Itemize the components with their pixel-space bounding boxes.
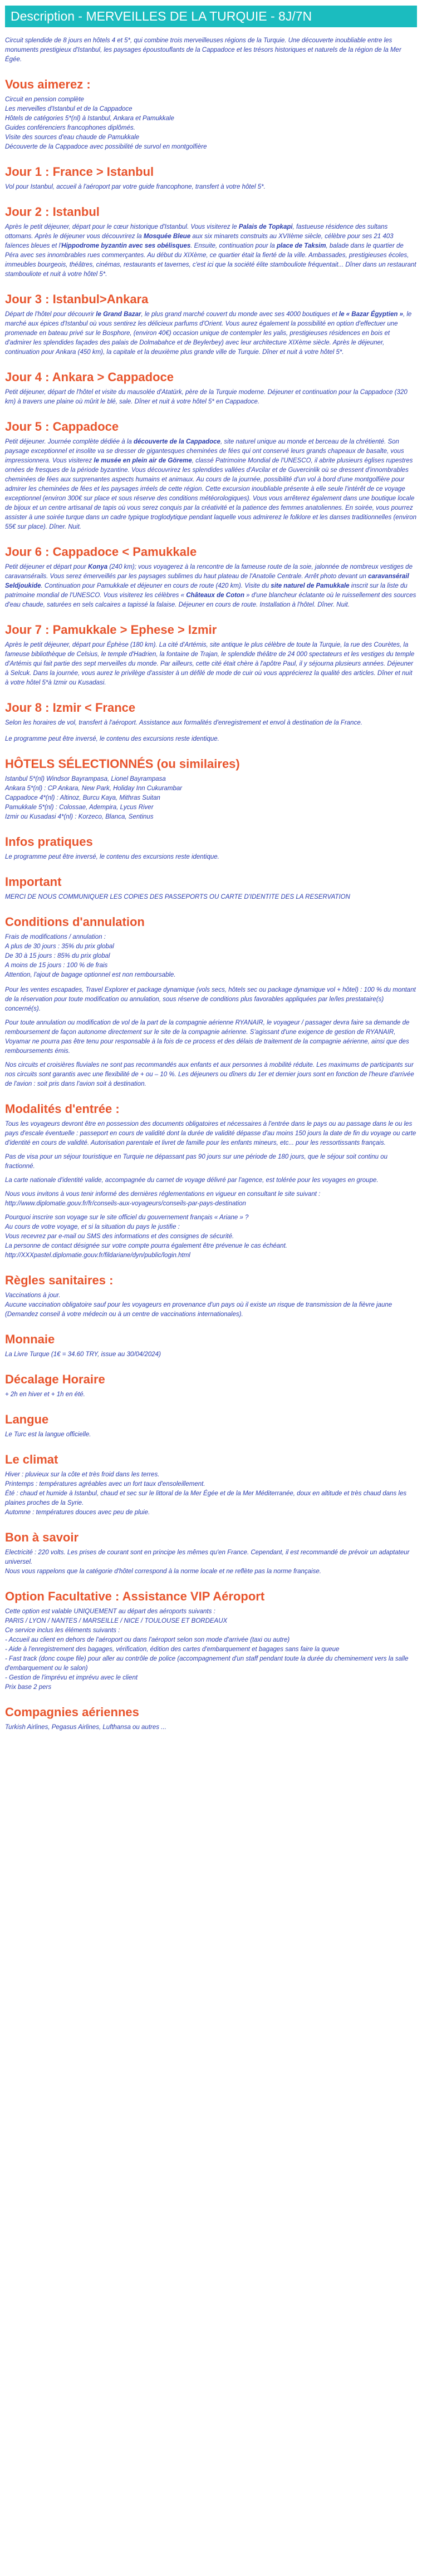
section-heading: Modalités d'entrée :	[5, 1102, 120, 1116]
text-part: . Continuation pour Pamukkale et déjeuner en cours de route (420 km). Visite du	[41, 583, 271, 589]
list-item: De 30 à 15 jours : 85% du prix global	[5, 953, 110, 959]
section-text: Turkish Airlines, Pegasus Airlines, Lufthansa ou autres ...	[5, 1724, 166, 1731]
list-item: Cette option est valable UNIQUEMENT au départ des aéroports suivants :	[5, 1608, 215, 1615]
text-part: , le marché aux épices d'Istanbul où vous sentirez les délicieux parfums d'Orient. Vous aurez également la possibilité en option d'effectuer une promenade en bateau privé sur le Bosphore, (environ 40€) occasion unique de contempler les yalis, prestigieuses résidences en bois et d'admirer les splendides façades des palais de Dolmabahce et de Beylerbey) avec leur architecture XIXème siècle. Après le déjeuner, continuation pour Ankara (450 km), la capitale et la deuxième plus grande ville de Turquie. Dîner et nuit à votre hôtel 5*.	[5, 311, 412, 356]
section-jour8	[5, 700, 417, 744]
list-item: Été : chaud et humide à Istanbul, chaud et sec sur le littoral de la Mer Égée et de la Mer Méditerranée, doux en altitude et très chaud dans les plaines proches de la Syrie.	[5, 1490, 407, 1506]
text-part: aux six minarets construits au XVIIème siècle, célèbre pour ses 21 403 faïences bleues et l'	[5, 233, 394, 249]
text-part: , le plus grand marché couvert du monde avec ses 4000 boutiques et	[141, 311, 339, 318]
day-text: Petit déjeuner, départ de l'hôtel et visite du mausolée d'Atatürk, père de la Turquie moderne. Déjeuner et continuation pour la Cappadoce (320 km) à travers une plaine où mûrit le blé, sale. Dîner et nuit à votre hôtel 5* en Cappadoce.	[5, 389, 408, 405]
list-item: Attention, l'ajout de bagage optionnel est non remboursable.	[5, 972, 176, 978]
section-heading: Conditions d'annulation	[5, 915, 145, 929]
section-text: Pour les ventes escapades, Travel Explorer et package dynamique (vols secs, hôtels sec ou package dynamique vol + hôtel) : 100 % du montant de la réservation pour toute modification ou annulation, sous réserve de conditions plus favorables appliquées par le/les prestataire(s) concerné(s).	[5, 987, 416, 1012]
day-text	[5, 437, 417, 532]
text-part: , balade dans le quartier de Péra avec ses innombrables rues commerçantes. Au début du XIXème, ce quartier était la fierté de la ville. Ambassades, prestigieuses écoles, immeubles bourgeois, théâtres, cinémas, restaurants et tavernes, c'est ici que la société élite stambouliote fréquentait... Dîner dans un restaurant stambouliote et nuit à votre hôtel 5*.	[5, 243, 416, 278]
section-savoir	[5, 1530, 417, 1577]
list-item: Vaccinations à jour.	[5, 1292, 61, 1299]
spacer	[5, 980, 417, 986]
section-heading: Important	[5, 875, 62, 889]
highlight-text: découverte de la Cappadoce	[134, 439, 220, 445]
section-text: Le Turc est la langue officielle.	[5, 1431, 91, 1438]
day-heading: Jour 1 : France > Istanbul	[5, 165, 154, 179]
list-item: http://XXXpastel.diplomatie.gouv.fr/fildariane/dyn/public/login.html	[5, 1252, 190, 1259]
section-sanitaires	[5, 1273, 417, 1319]
section-jour5	[5, 419, 417, 532]
section-jour2	[5, 204, 417, 279]
day-text	[5, 310, 417, 357]
highlight-text: le musée en plein air de Göreme	[94, 457, 192, 464]
list-item: Frais de modifications / annulation :	[5, 934, 106, 940]
section-text: MERCI DE NOUS COMMUNIQUER LES COPIES DES PASSEPORTS OU CARTE D'IDENTITE DES LA RESERVATION	[5, 894, 350, 900]
highlight-text: Mosquée Bleue	[143, 233, 191, 240]
section-vous-aimerez	[5, 77, 417, 152]
section-climat	[5, 1452, 417, 1518]
day-heading: Jour 2 : Istanbul	[5, 205, 100, 219]
section-vip	[5, 1589, 417, 1692]
list-item: Aucune vaccination obligatoire sauf pour les voyageurs en provenance d'un pays où il existe un risque de transmission de la fièvre jaune (Demandez conseil à votre médecin ou à un centre de vaccinations internationales).	[5, 1302, 392, 1318]
day-heading: Jour 5 : Cappadoce	[5, 420, 119, 434]
list-item: Pamukkale 5*(nl) : Colossae, Adempira, Lycus River	[5, 804, 154, 811]
list-item: Les merveilles d'Istanbul et de la Cappadoce	[5, 106, 133, 112]
section-text: Nos circuits et croisières fluviales ne sont pas recommandés aux enfants et aux personnes à mobilité réduite. Les maximums de participants sur nos circuits sont garantis avec une flexibilité de + ou – 10 %. Les déjeuners ou dîners du 1er et dernier jours sont en fonction de l'heure d'arrivée de l'avion : soit pris dans l'avion soit à destination.	[5, 1062, 414, 1087]
section-annulation	[5, 914, 417, 1089]
section-hotels	[5, 756, 417, 822]
list-item: Découverte de la Cappadoce avec possibilité de survol en montgolfière	[5, 144, 207, 150]
fees-list	[5, 933, 417, 980]
section-jour4	[5, 370, 417, 407]
list-item: Istanbul 5*(nl) Windsor Bayrampasa, Lionel Bayrampasa	[5, 776, 166, 782]
section-important	[5, 874, 417, 902]
list-item: Electricité : 220 volts. Les prises de courant sont en principe les mêmes qu'en France. Cependant, il est recommandé de prévoir un adaptateur universel.	[5, 1549, 410, 1565]
day-text: Selon les horaires de vol, transfert à l'aéroport. Assistance aux formalités d'enregistrement et envol à destination de la France.	[5, 720, 362, 726]
ariane-info	[5, 1213, 417, 1260]
highlight-text: place de Taksim	[277, 243, 326, 249]
text-part: Départ de l'hôtel pour découvrir	[5, 311, 96, 318]
list-item: - Accueil au client en dehors de l'aéroport ou dans l'aéroport selon son mode d'arrivée (taxi ou autre)	[5, 1637, 290, 1643]
text-part: » d'une blancheur éclatante où le ruissellement des sources d'eau chaude, saturées en sels calcaires a tapissé la falaise. Déjeuner en cours de route. Installation à l'hôtel. Dîner. Nuit.	[5, 592, 416, 608]
text-part: . Ensuite, continuation pour la	[190, 243, 277, 249]
text-part: Petit déjeuner et départ pour	[5, 564, 88, 570]
program-note: Le programme peut être inversé, le contenu des excursions reste identique.	[5, 736, 219, 742]
text-part: , site naturel unique au monde et berceau de la chrétienté. Son paysage exceptionnel et insolite va se dresser de gigantesques cheminées de fées qui ont conservé leurs grands chapeaux de basalte, vous impressionnera. Vous visiterez	[5, 439, 404, 464]
highlight-text: Konya	[87, 564, 108, 570]
list-item: - Aide à l'enregistrement des bagages, vérification, édition des cartes d'embarquement et bagages sans faire la queue	[5, 1646, 340, 1653]
list-item: - Fast track (donc coupe file) pour aller au contrôle de police (accompagnement d'un staff pendant toute la durée du cheminement vers la salle d'embarquement ou le salon)	[5, 1656, 409, 1672]
text-part: Petit déjeuner. Journée complète dédiée à la	[5, 439, 134, 445]
climate-list	[5, 1470, 417, 1518]
section-monnaie	[5, 1332, 417, 1360]
section-jour7	[5, 622, 417, 688]
list-item: Ankara 5*(nl) : CP Ankara, New Park, Holiday Inn Cukurambar	[5, 785, 183, 792]
section-text: Tous les voyageurs devront être en possession des documents obligatoires et nécessaires à l'entrée dans le pays ou au passage dans le ou les pays d'escale éventuelle : passeport en cours de validité dont la durée de validité dépasse d'au moins 150 jours la date de fin du voyage ou carte d'identité en cours de validité. Autorisation parentale et livret de famille pour les enfants mineurs, etc... pour les ressortissants français.	[5, 1121, 416, 1146]
list-item: Izmir ou Kusadasi 4*(nl) : Korzeco, Blanca, Sentinus	[5, 814, 154, 820]
text-part: , fastueuse résidence des sultans ottomans. Après le déjeuner vous découvrirez la	[5, 224, 388, 240]
list-item: Printemps : températures agréables avec un fort taux d'ensoleillement.	[5, 1481, 205, 1488]
section-heading: HÔTELS SÉLECTIONNÉS (ou similaires)	[5, 757, 240, 771]
list-item: Circuit en pension complète	[5, 96, 84, 103]
section-heading: Bon à savoir	[5, 1530, 79, 1544]
section-decalage	[5, 1372, 417, 1400]
section-text: Pas de visa pour un séjour touristique en Turquie ne dépassant pas 90 jours sur une période de 180 jours, que le séjour soit continu ou fractionné.	[5, 1154, 388, 1170]
list-item: Hiver : pluvieux sur la côte et très froid dans les terres.	[5, 1471, 160, 1478]
tips-list	[5, 1548, 417, 1577]
section-text: Nous vous invitons à vous tenir informé des dernières réglementations en vigueur en consultant le site suivant : http://www.diplomatie.gouv.fr/fr/conseils-aux-voyageurs/conseils-par-pays-destination	[5, 1191, 321, 1207]
list-item: PARIS / LYON / NANTES / MARSEILLE / NICE / TOULOUSE ET BORDEAUX	[5, 1618, 228, 1624]
list-item: Pourquoi inscrire son voyage sur le site officiel du gouvernement français « Ariane » ?	[5, 1214, 249, 1221]
list-item: Prix base 2 pers	[5, 1684, 52, 1691]
hotels-list	[5, 775, 417, 822]
list-item: Hôtels de catégories 5*(nl) à Istanbul, Ankara et Pamukkale	[5, 115, 174, 122]
section-heading: Vous aimerez :	[5, 77, 91, 91]
section-jour1	[5, 164, 417, 192]
day-heading: Jour 3 : Istanbul>Ankara	[5, 292, 149, 306]
section-compagnies	[5, 1705, 417, 1732]
content	[0, 6, 422, 1732]
list-item: Guides conférenciers francophones diplômés.	[5, 125, 135, 131]
section-text: La carte nationale d'identité valide, accompagnée du carnet de voyage délivré par l'agence, est tolérée pour les voyages en groupe.	[5, 1177, 379, 1184]
text-part: Après le petit déjeuner, départ pour le cœur historique d'Istanbul. Vous visiterez le	[5, 224, 239, 230]
list-item: Nous vous rappelons que la catégorie d'hôtel correspond à la norme locale et ne reflète pas la norme française.	[5, 1568, 321, 1575]
section-jour3	[5, 292, 417, 357]
highlight-text: Châteaux de Coton	[186, 592, 244, 599]
day-text: Après le petit déjeuner, départ pour Éphèse (180 km). La cité d'Artémis, site antique le plus célèbre de toute la Turquie, la rue des Courètes, la fameuse bibliothèque de Celsius, le temple d'Hadrien, la fontaine de Trajan, le splendide théâtre de 24 000 spectateurs et les vestiges du temple d'Artémis qui fait partie des sept merveilles du monde. Par ailleurs, cette cité était chère à l'apôtre Paul, il y séjourna plusieurs années. Déjeuner à Selcuk. Dans la journée, vous aurez le privilège d'assister à un défilé de mode de cuir où vous apprécierez la qualité des articles. Dîner et nuit à votre hôtel 5*à Izmir ou Kusadasi.	[5, 642, 415, 686]
section-text: Le programme peut être inversé, le contenu des excursions reste identique.	[5, 854, 219, 860]
highlight-text: le Grand Bazar	[96, 311, 141, 318]
highlight-text: caravansérail Seldjoukide	[5, 573, 409, 589]
list-item: A moins de 15 jours : 100 % de frais	[5, 962, 108, 969]
highlights-list	[5, 95, 417, 152]
highlight-text: Hippodrome byzantin avec ses obélisques	[61, 243, 191, 249]
list-item: Visite des sources d'eau chaude de Pamukkale	[5, 134, 140, 141]
intro-text: Circuit splendide de 8 jours en hôtels 4 et 5*, qui combine trois merveilleuses régions de la Turquie. Une découverte inoubliable entre les monuments prestigieux d'Istanbul, les paysages époustouflants de la Cappadoce et les trésors historiques et naturels de la région de la Mer Égée.	[5, 37, 401, 63]
page-title: Description - MERVEILLES DE LA TURQUIE - 8J/7N	[5, 6, 417, 27]
section-infos	[5, 834, 417, 862]
section-heading: Infos pratiques	[5, 835, 93, 849]
day-text	[5, 563, 417, 610]
day-heading: Jour 7 : Pamukkale > Ephese > Izmir	[5, 623, 217, 637]
list-item: Automne : températures douces avec peu de pluie.	[5, 1509, 150, 1516]
section-heading: Langue	[5, 1412, 49, 1426]
list-item: Vous recevrez par e-mail ou SMS des informations et des consignes de sécurité.	[5, 1233, 234, 1240]
text-part: , classé Patrimoine Mondial de l'UNESCO, il abrite plusieurs églises rupestres ornées de fresques de la période byzantine. Vous découvrirez les splendides vallées d'Avcilar et de Guvercinlik où se dressent d'innombrables cheminées de fées aux surprenantes aspects humains et animaux. Au cours de la journée, possibilité d'un vol à bord d'une montgolfière pour admirer les cheminées de fées et les paysages irréels de cette région. Cette excursion inoubliable présente à elle seule l'intérêt de ce voyage exceptionnel (environ 300€ sur place et sous réserve des conditions météorologiques). Vous vous arrêterez également dans une boutique locale de bijoux et un centre artisanal de tapis où vous serez conquis par la créativité et la patience des femmes anatoliennes. En soirée, vous pourrez assister à une soirée turque dans un cadre typique troglodytique pendant laquelle vous admirerez le folklore et les danses traditionnelles (environ 55€ sur place). Dîner. Nuit.	[5, 457, 416, 530]
list-item: Au cours de votre voyage, et si la situation du pays le justifie :	[5, 1224, 180, 1230]
list-item: Ce service inclus les éléments suivants :	[5, 1627, 120, 1634]
section-entree	[5, 1101, 417, 1260]
list-item: - Gestion de l'imprévu et imprévu avec le client	[5, 1674, 138, 1681]
day-heading: Jour 8 : Izmir < France	[5, 701, 136, 715]
highlight-text: le « Bazar Égyptien »	[338, 311, 403, 318]
list-item: La personne de contact désignée sur votre compte pourra également être prévenue le cas échéant.	[5, 1243, 287, 1249]
section-text: La Livre Turque (1€ = 34.60 TRY, issue au 30/04/2024)	[5, 1351, 161, 1358]
text-part: inscrit sur la liste du patrimoine mondial de l'UNESCO. Vous visiterez les célèbres «	[5, 583, 408, 599]
section-heading: Option Facultative : Assistance VIP Aéroport	[5, 1589, 265, 1603]
highlight-text: site naturel de Pamukkale	[271, 583, 350, 589]
section-text: + 2h en hiver et + 1h en été.	[5, 1391, 85, 1398]
day-heading: Jour 6 : Cappadoce < Pamukkale	[5, 545, 197, 559]
section-heading: Décalage Horaire	[5, 1372, 105, 1386]
day-heading: Jour 4 : Ankara > Cappadoce	[5, 370, 174, 384]
section-heading: Règles sanitaires :	[5, 1273, 114, 1287]
vip-list	[5, 1607, 417, 1692]
section-text: Pour toute annulation ou modification de vol de la part de la compagnie aérienne RYANAIR, le voyageur / passager devra faire sa demande de remboursement de façon autonome directement sur le site de la compagnie aérienne. S'agissant d'une exigence de gestion de RYANAIR, Voyamar ne pourra pas être tenu pour responsable à la fois de ce process et des délais de traitement de la compagnie aérienne, ainsi que des remboursements émis.	[5, 1019, 410, 1055]
health-info	[5, 1291, 417, 1319]
section-heading: Le climat	[5, 1452, 58, 1466]
section-heading: Compagnies aériennes	[5, 1705, 139, 1719]
text-part: (240 km); vous voyagerez à la rencontre de la fameuse route de la soie, jalonnée de nombreux vestiges de caravansérails. Vous serez émerveillés par les paysages sublimes du haut plateau de l'Anatolie Centrale. Arrêt photo devant un	[5, 564, 413, 580]
section-jour6	[5, 544, 417, 610]
section-langue	[5, 1412, 417, 1440]
list-item: Cappadoce 4*(nl) : Altinoz, Burcu Kaya, Mithras Suitan	[5, 795, 160, 801]
day-text: Vol pour Istanbul, accueil à l'aéroport par votre guide francophone, transfert à votre hôtel 5*.	[5, 184, 266, 190]
highlight-text: Palais de Topkapi	[238, 224, 293, 230]
section-heading: Monnaie	[5, 1332, 55, 1346]
day-text	[5, 223, 417, 279]
list-item: A plus de 30 jours : 35% du prix global	[5, 943, 114, 950]
